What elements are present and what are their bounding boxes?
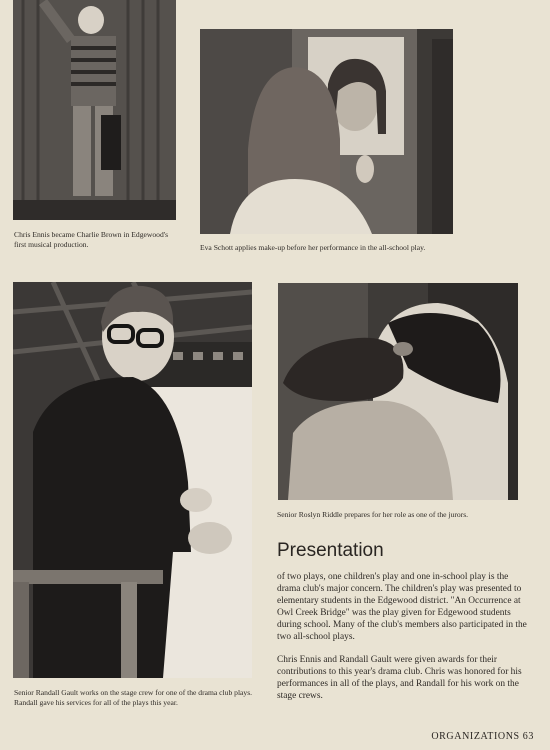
page-footer [431,731,534,742]
article-heading: Presentation [277,540,384,561]
photo-randall-gault-image [13,282,252,678]
photo-roslyn-riddle-image [278,283,518,500]
photo-chris-ennis [13,0,176,220]
footer-section-name: ORGANIZATIONS [431,731,520,742]
photo-roslyn-riddle [278,283,518,500]
footer-page-number: 63 [522,731,534,742]
article-paragraph-1: of two plays, one children's play and one in-school play is the drama club's major concern. The children's play was presented to elementary students in the Edgewood district. "An Occurrence at Owl Creek Bridge" was the play given for Edgewood students during school. Many of the club's members also participated in the two all-school plays. [277,572,527,642]
photo-chris-ennis-image [13,0,176,220]
photo-randall-gault [13,282,252,678]
photo-eva-schott [200,29,453,234]
photo-eva-schott-image [200,29,453,234]
caption-roslyn-riddle: Senior Roslyn Riddle prepares for her role as one of the jurors. [277,510,469,519]
caption-chris-ennis: Chris Ennis became Charlie Brown in Edgewood's first musical production. [14,230,169,249]
caption-randall-gault: Senior Randall Gault works on the stage crew for one of the drama club plays. Randall gave his services for all of the plays this year. [14,688,253,707]
article-paragraph-2: Chris Ennis and Randall Gault were given awards for their contributions to this year's drama club. Chris was honored for his performances in all of the plays, and Randall for his work on the stage crews. [277,655,522,701]
caption-eva-schott: Eva Schott applies make-up before her performance in the all-school play. [200,243,426,252]
